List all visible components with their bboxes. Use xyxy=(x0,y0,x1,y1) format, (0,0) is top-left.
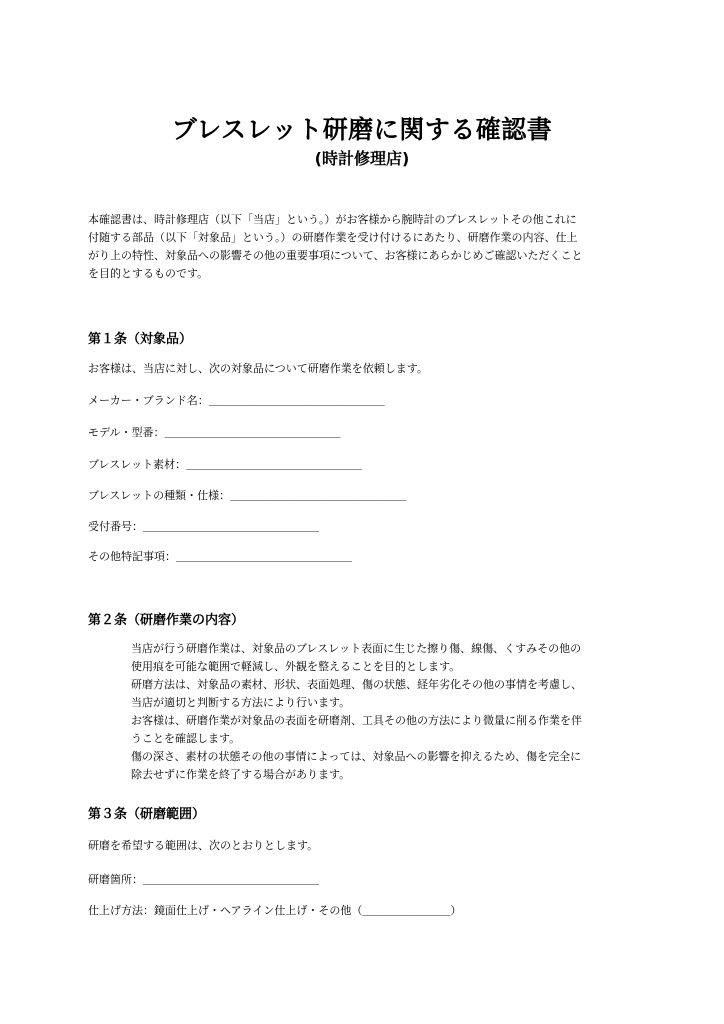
article3-heading: 第３条（研磨範囲） xyxy=(88,807,206,822)
field-other-notes: その他特記事項：＿＿＿＿＿＿＿＿＿＿＿＿＿＿＿＿ xyxy=(88,550,352,563)
article2-line: うことを確認します。 xyxy=(131,732,241,745)
article2-body xyxy=(131,640,651,784)
field-maker-brand: メーカー・ブランド名：＿＿＿＿＿＿＿＿＿＿＿＿＿＿＿＿ xyxy=(88,394,385,407)
article2-line: 除去せずに作業を終了する場合があります。 xyxy=(131,768,351,781)
article1-lead: お客様は、当店に対し、次の対象品について研磨作業を依頼します。 xyxy=(88,362,428,375)
article3-lead: 研磨を希望する範囲は、次のとおりとします。 xyxy=(88,839,319,852)
document-subtitle: (時計修理店) xyxy=(314,149,410,168)
document-title: ブレスレット研磨に関する確認書 xyxy=(171,115,553,144)
article2-line: 使用痕を可能な範囲で軽減し、外観を整えることを目的とします。 xyxy=(131,660,461,673)
article2-line: 当店が行う研磨作業は、対象品のブレスレット表面に生じた擦り傷、線傷、くすみその他の xyxy=(131,642,582,655)
intro-paragraph xyxy=(88,211,648,283)
field-bracelet-material: ブレスレット素材：＿＿＿＿＿＿＿＿＿＿＿＿＿＿＿＿ xyxy=(88,458,363,471)
article2-line: 当店が適切と判断する方法により行います。 xyxy=(131,696,351,709)
intro-line: 本確認書は、時計修理店（以下「当店」という。）がお客様から腕時計のブレスレットその他これに xyxy=(88,213,577,226)
intro-line: がり上の特性、対象品への影響その他の重要事項について、お客様にあらかじめご確認いただくこと xyxy=(88,249,583,262)
article2-line: 研磨方法は、対象品の素材、形状、表面処理、傷の状態、経年劣化その他の事情を考慮し、 xyxy=(131,678,582,691)
intro-line: 付随する部品（以下「対象品」という。）の研磨作業を受け付けるにあたり、研磨作業の内容、仕上 xyxy=(88,231,578,244)
intro-line: を目的とするものです。 xyxy=(88,267,209,280)
field-model-number: モデル・型番：＿＿＿＿＿＿＿＿＿＿＿＿＿＿＿＿ xyxy=(88,426,341,439)
article2-line: 傷の深さ、素材の状態その他の事情によっては、対象品への影響を抑えるため、傷を完全に xyxy=(131,750,582,763)
article2-heading: 第２条（研磨作業の内容） xyxy=(88,613,245,628)
field-finish-method: 仕上げ方法：鏡面仕上げ・ヘアライン仕上げ・その他（＿＿＿＿＿＿＿＿） xyxy=(88,904,462,917)
field-receipt-number: 受付番号：＿＿＿＿＿＿＿＿＿＿＿＿＿＿＿＿ xyxy=(88,520,319,533)
article2-line: お客様は、研磨作業が対象品の表面を研磨剤、工具その他の方法により微量に削る作業を伴 xyxy=(131,714,582,727)
article1-heading: 第１条（対象品） xyxy=(88,332,193,347)
field-bracelet-type: ブレスレットの種類・仕様：＿＿＿＿＿＿＿＿＿＿＿＿＿＿＿＿ xyxy=(88,489,407,502)
field-polish-area: 研磨箇所：＿＿＿＿＿＿＿＿＿＿＿＿＿＿＿＿ xyxy=(88,873,319,886)
